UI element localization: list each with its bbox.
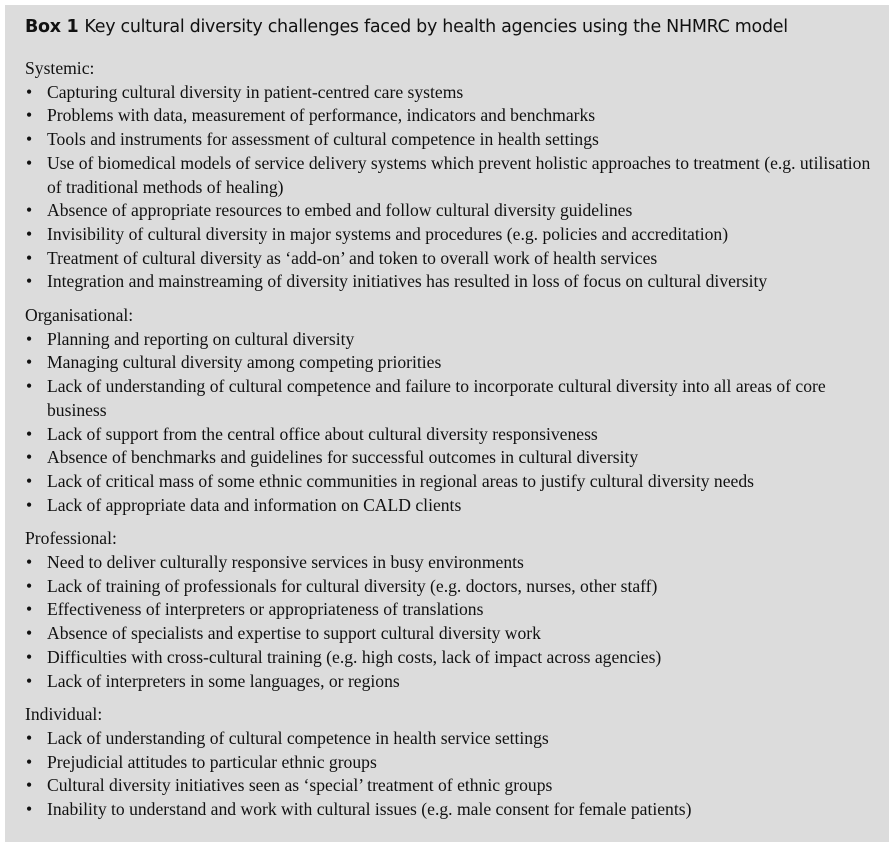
list-item: • Integration and mainstreaming of diversity initiatives has resulted in loss of focus on cultural diversity	[25, 270, 875, 294]
section-heading: Individual:	[25, 704, 103, 725]
list-item: • Effectiveness of interpreters or appropriateness of translations	[25, 598, 875, 622]
list-item: • Problems with data, measurement of performance, indicators and benchmarks	[25, 104, 875, 128]
list-item: • Need to deliver culturally responsive services in busy environments	[25, 551, 875, 575]
section-heading: Professional:	[25, 528, 117, 549]
section-heading: Organisational:	[25, 305, 134, 326]
section-professional	[25, 527, 875, 693]
section-organisational	[25, 304, 875, 517]
bullet-list	[25, 551, 875, 693]
list-item: • Difficulties with cross-cultural training (e.g. high costs, lack of impact across agencies)	[25, 646, 875, 670]
list-item: • Managing cultural diversity among competing priorities	[25, 351, 875, 375]
list-item: • Prejudicial attitudes to particular ethnic groups	[25, 751, 875, 775]
list-item: • Absence of appropriate resources to embed and follow cultural diversity guidelines	[25, 199, 875, 223]
list-item: • Cultural diversity initiatives seen as ‘special’ treatment of ethnic groups	[25, 774, 875, 798]
text-box	[5, 5, 889, 842]
list-item: • Capturing cultural diversity in patient-centred care systems	[25, 81, 875, 105]
section-heading: Systemic:	[25, 58, 95, 78]
box-title-text: Key cultural diversity challenges faced by health agencies using the NHMRC model	[84, 17, 788, 37]
list-item: • Lack of training of professionals for cultural diversity (e.g. doctors, nurses, other staff)	[25, 575, 875, 599]
list-item: • Lack of critical mass of some ethnic communities in regional areas to justify cultural diversity needs	[25, 470, 875, 494]
bullet-list	[25, 727, 875, 822]
bullet-list	[25, 81, 875, 294]
list-item: • Treatment of cultural diversity as ‘add-on’ and token to overall work of health services	[25, 247, 875, 271]
list-item: • Tools and instruments for assessment of cultural competence in health settings	[25, 128, 875, 152]
list-item: • Lack of support from the central office about cultural diversity responsiveness	[25, 423, 875, 447]
list-item: • Lack of appropriate data and information on CALD clients	[25, 494, 875, 518]
list-item: • Absence of specialists and expertise to support cultural diversity work	[25, 622, 875, 646]
list-item: • Lack of understanding of cultural competence and failure to incorporate cultural diversity into all areas of core business	[25, 375, 875, 422]
section-individual	[25, 703, 875, 822]
box-title	[25, 17, 788, 37]
box-content	[25, 57, 875, 832]
box-label: Box 1	[25, 17, 79, 37]
list-item: • Absence of benchmarks and guidelines for successful outcomes in cultural diversity	[25, 446, 875, 470]
list-item: • Lack of interpreters in some languages, or regions	[25, 670, 875, 694]
section-systemic	[25, 57, 875, 294]
list-item: • Planning and reporting on cultural diversity	[25, 328, 875, 352]
list-item: • Lack of understanding of cultural competence in health service settings	[25, 727, 875, 751]
list-item: • Use of biomedical models of service delivery systems which prevent holistic approaches to treatment (e.g. utilisation of traditional methods of healing)	[25, 152, 875, 199]
bullet-list	[25, 328, 875, 518]
list-item: • Invisibility of cultural diversity in major systems and procedures (e.g. policies and accreditation)	[25, 223, 875, 247]
list-item: • Inability to understand and work with cultural issues (e.g. male consent for female patients)	[25, 798, 875, 822]
